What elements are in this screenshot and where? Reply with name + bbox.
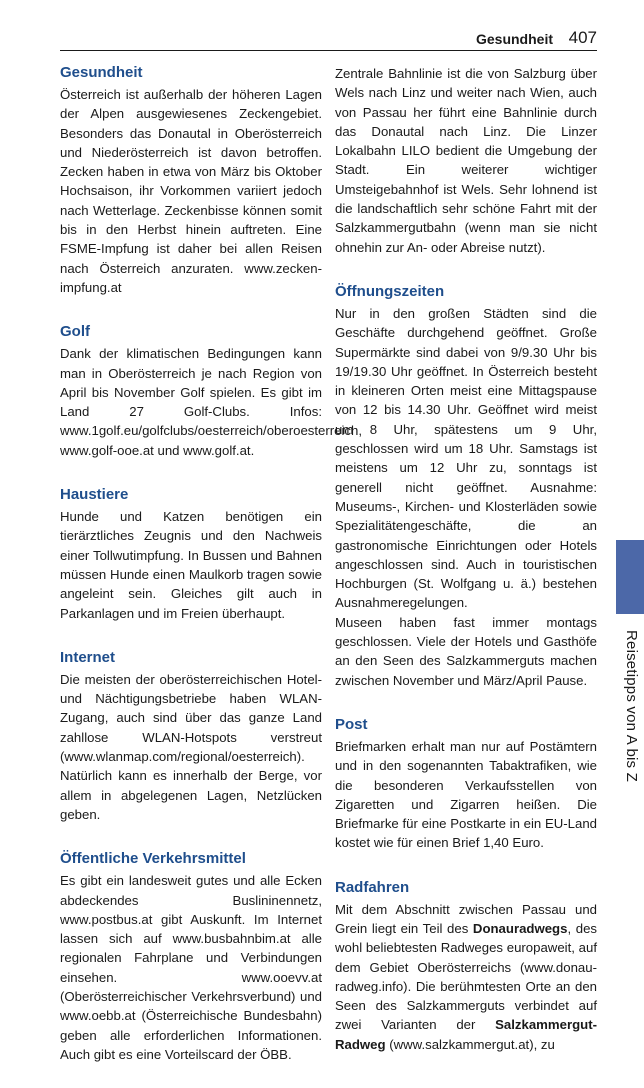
chapter-side-label: Reisetipps von A bis Z xyxy=(623,630,640,782)
section-heading: Golf xyxy=(60,323,90,341)
section-verkehrsmittel-continued xyxy=(335,64,597,257)
section-text: Österreich ist außerhalb der höheren Lagen der Alpen ausgewiesenes Zeckengebiet. Besonders das Donautal in Oberösterreich und Niederösterreich ist davon betroffen. Zecken haben in etwa von März bis Oktober Hochsaison, ihr Vorkommen variiert jedoch nach Wetterlage. Zeckenbisse können somit bis in den Herbst hinein auftreten. Eine FSME-Impfung ist daher bei allen Reisen nach Österreich anzuraten. www.zecken-impfung.at xyxy=(60,87,322,295)
running-head xyxy=(60,28,597,51)
section-heading: Radfahren xyxy=(335,878,410,896)
page-number: 407 xyxy=(568,28,597,47)
section-text: Briefmarken erhalt man nur auf Postämtern und in den sogenannten Tabaktrafiken, wie die besonderen Verkaufsstellen von Zigaretten und Zigarren heißen. Die Briefmarke für eine Postkarte in ein EU-Land kostet wie für einen Brief 1,40 Euro. xyxy=(335,738,597,851)
text-run: , des wohl beliebtesten Radweges europaweit, auf dem Gebiet Oberösterreichs (www.donau-radweg.info). Die berühmtesten Orte an den Seen des Salzkammerguts verbindet auf zwei Varianten der xyxy=(335,920,597,1033)
running-title: Gesundheit xyxy=(475,31,553,47)
section-post xyxy=(335,714,597,853)
section-text: Nur in den großen Städten sind die Geschäfte durchgehend geöffnet. Große Supermärkte sind dabei von 9/9.30 Uhr bis 19/19.30 Uhr geöffnet. In Österreich besteht in kleineren Orten meist eine Mittagspause von 12 bis 14.30 Uhr. Geöffnet wird meist um 8 Uhr, spätestens um 9 Uhr, geschlossen wird um 18 Uhr. Samstags ist meistens um 12 Uhr zu, sonntags ist generell nicht geöffnet. Ausnahme: Museums-, Kirchen- und Klosterläden sowie Spezialitätengeschäfte, die an gastronomische Einrichtungen oder Hotels angeschlossen sind. Auch in touristischen Hochburgen (St. Wolfgang u. ä.) bestehen Ausnahmeregelungen. xyxy=(335,305,597,611)
section-haustiere xyxy=(60,484,322,623)
chapter-tab-marker xyxy=(616,540,644,614)
section-heading: Internet xyxy=(60,648,116,666)
section-text xyxy=(335,900,597,1054)
section-text: Dank der klimatischen Bedingungen kann man in Oberösterreich je nach Region von April bis November Golf spielen. Es gibt im Land 27 Golf-Clubs. Infos: www.1golf.eu/golfclubs/oesterreich/oberoesterreich, www.golf-ooe.at und www.golf.at. xyxy=(60,346,363,458)
left-column xyxy=(60,62,363,1088)
section-text: Die meisten der oberösterreichischen Hotel- und Nächtigungsbetriebe haben WLAN-Zugang, auch sind über das ganze Land zahllose WLAN-Hotspots verstreut (www.wlanmap.com/regional/oesterreich). Natürlich kann es innerhalb der Berge, vor allem in abgelegenen Lagen, Netzlücken geben. xyxy=(60,671,322,822)
section-oeffnungszeiten xyxy=(335,281,597,690)
bold-term: Salzkammergut-Radweg xyxy=(335,1017,597,1052)
section-golf xyxy=(60,321,363,460)
right-column xyxy=(335,62,597,1078)
section-heading: Öffentliche Verkehrsmittel xyxy=(60,850,246,868)
section-text: Es gibt ein landesweit gutes und alle Ecken abdeckendes Buslininennetz, www.postbus.at gibt Auskunft. Im Internet lassen sich auf www.busbahnbim.at alle regionalen Fahrplane und Verbindungen einsehen. www.ooevv.at (Oberösterreichischer Verkehrsverbund) und www.oebb.at (Österreichische Bundesbahn) geben alle erforderlichen Informationen. Auch gibt es eine Vorteilscard der ÖBB. xyxy=(60,873,322,1062)
section-heading: Post xyxy=(335,715,368,733)
section-verkehrsmittel xyxy=(60,848,322,1064)
section-radfahren xyxy=(335,877,597,1054)
section-text: Hunde und Katzen benötigen ein tierärztliches Zeugnis und den Nachweis einer Tollwutimpfung. In Bussen und Bahnen müssen Hunde einen Maulkorb tragen sowie angeleint sein. Gleiches gilt auch in Parkanlagen und im Freien überhaupt. xyxy=(60,509,322,621)
section-text: Zentrale Bahnlinie ist die von Salzburg über Wels nach Linz und weiter nach Wien, auch von Passau her führt eine Bahnlinie durch das Donautal nach Linz. Die Linzer Lokalbahn LILO bedient die Umgebung der Stadt. Ein weiterer wichtiger Umsteigebahnhof ist Wels. Sehr lohnend ist die landschaftlich sehr schöne Fahrt mit der Salzkammergutbahn (wenn man sie nicht ohnehin zur An- oder Abreise nutzt). xyxy=(335,66,597,255)
section-heading: Öffnungszeiten xyxy=(335,282,445,300)
section-heading: Haustiere xyxy=(60,486,129,504)
section-internet xyxy=(60,647,322,824)
text-run: (www.salzkammergut.at), zu xyxy=(385,1036,555,1052)
text-run: Mit dem Abschnitt zwischen Passau und Grein liegt ein Teil des xyxy=(335,901,597,936)
section-gesundheit xyxy=(60,62,322,297)
section-heading: Gesundheit xyxy=(60,64,143,81)
section-text: Museen haben fast immer montags geschlossen. Viele der Hotels und Gasthöfe an den Seen des Salzkammerguts machen zwischen November und März/April Pause. xyxy=(335,614,597,688)
bold-term: Donauradwegs xyxy=(472,920,568,936)
